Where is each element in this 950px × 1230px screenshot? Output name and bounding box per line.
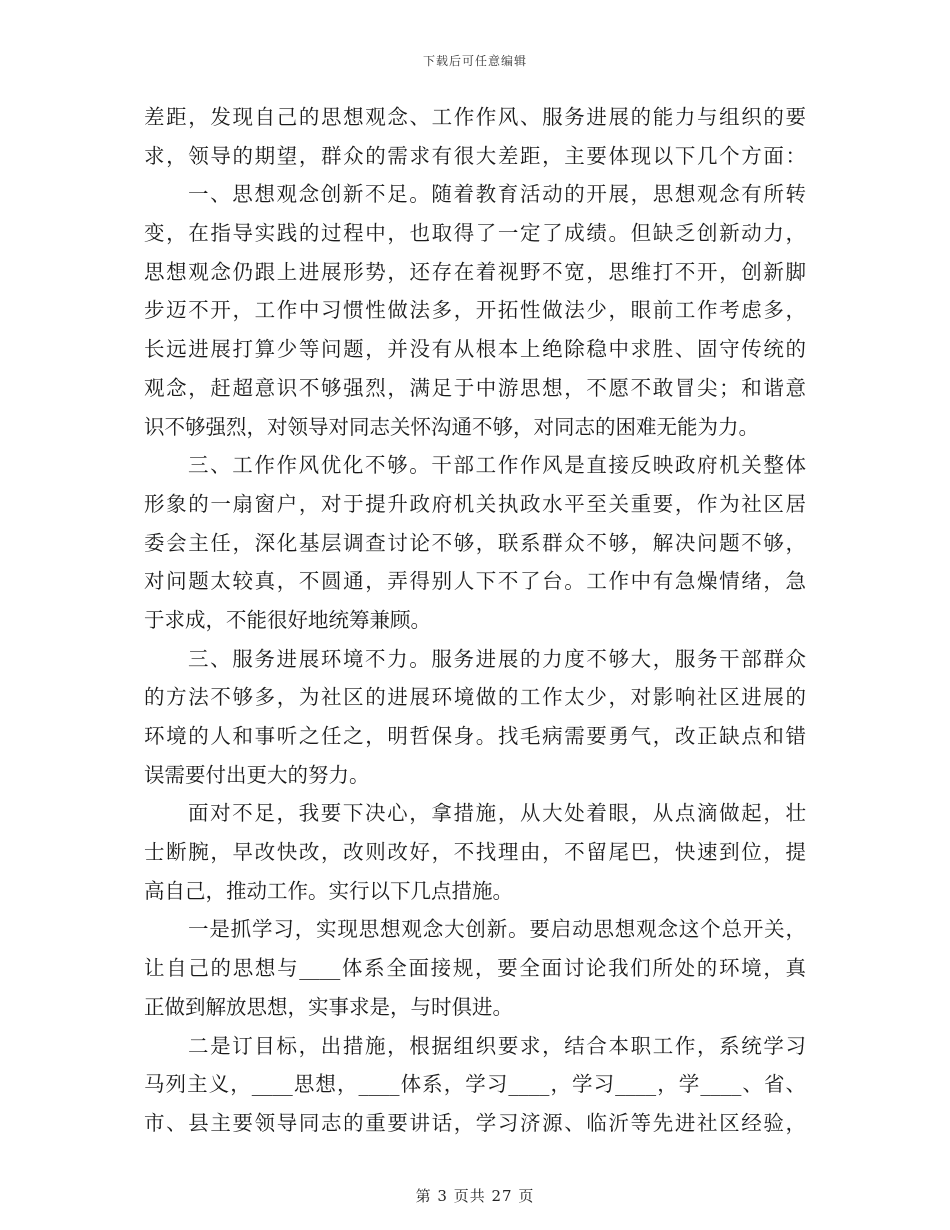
paragraph xyxy=(144,175,806,446)
text-line: 形象的一扇窗户，对于提升政府机关执政水平至关重要，作为社区居 xyxy=(144,491,806,516)
text-line: 三、工作作风优化不够。干部工作作风是直接反映政府机关整体 xyxy=(188,453,806,478)
text-line: 差距，发现自己的思想观念、工作作风、服务进展的能力与组织的要 xyxy=(144,105,806,129)
text-line: 环境的人和事听之任之，明哲保身。找毛病需要勇气，改正缺点和错 xyxy=(144,724,806,748)
text-line: 让自己的思想与____体系全面接规，要全面讨论我们所处的环境，真 xyxy=(144,956,806,981)
paragraph xyxy=(144,98,806,175)
text-line: 的方法不够多，为社区的进展环境做的工作太少，对影响社区进展的 xyxy=(144,685,806,710)
text-line: 变，在指导实践的过程中，也取得了一定了成绩。但缺乏创新动力， xyxy=(144,221,806,246)
text-line: 高自己，推动工作。实行以下几点措施。 xyxy=(144,878,513,903)
text-line: 思想观念仍跟上进展形势，还存在着视野不宽，思维打不开，创新脚 xyxy=(144,259,806,284)
text-line: 委会主任，深化基层调查讨论不够，联系群众不够，解决问题不够， xyxy=(144,530,806,555)
page-footer: 第 3 页共 27 页 xyxy=(415,1187,535,1205)
text-line: 市、县主要领导同志的重要讲话，学习济源、临沂等先进社区经验， xyxy=(144,1110,806,1135)
text-line: 对问题太较真，不圆通，弄得别人下不了台。工作中有急燥情绪，急 xyxy=(144,569,806,594)
paragraph xyxy=(144,910,806,1026)
text-line: 面对不足，我要下决心，拿措施，从大处着眼，从点滴做起，壮 xyxy=(188,801,806,826)
paragraph xyxy=(144,446,806,639)
text-line: 识不够强烈，对领导对同志关怀沟通不够，对同志的困难无能为力。 xyxy=(144,414,759,439)
text-line: 于求成，不能很好地统筹兼顾。 xyxy=(144,607,431,632)
paragraph xyxy=(144,640,806,795)
text-line: 正做到解放思想，实事求是，与时俱进。 xyxy=(144,994,513,1019)
text-line: 三、服务进展环境不力。服务进展的力度不够大，服务干部群众 xyxy=(188,646,806,671)
text-line: 马列主义，____思想，____体系，学习____，学习____，学____、省、 xyxy=(144,1072,806,1097)
text-line: 求，领导的期望，群众的需求有很大差距，主要体现以下几个方面： xyxy=(144,143,806,168)
text-line: 一是抓学习，实现思想观念大创新。要启动思想观念这个总开关， xyxy=(188,917,806,942)
text-line: 观念，赶超意识不够强烈，满足于中游思想，不愿不敢冒尖；和谐意 xyxy=(144,375,806,400)
paragraph xyxy=(144,1027,806,1143)
paragraph xyxy=(144,794,806,910)
text-line: 二是订目标，出措施，根据组织要求，结合本职工作，系统学习 xyxy=(188,1033,806,1058)
text-line: 一、思想观念创新不足。随着教育活动的开展，思想观念有所转 xyxy=(188,182,806,207)
text-line: 误需要付出更大的努力。 xyxy=(144,762,370,787)
page-header: 下载后可任意编辑 xyxy=(422,54,527,68)
text-line: 步迈不开，工作中习惯性做法多，开拓性做法少，眼前工作考虑多， xyxy=(144,298,806,323)
text-line: 士断腕，早改快改，改则改好，不找理由，不留尾巴，快速到位，提 xyxy=(144,840,806,865)
document-body xyxy=(144,98,806,1143)
text-line: 长远进展打算少等问题，并没有从根本上绝除稳中求胜、固守传统的 xyxy=(144,337,806,362)
